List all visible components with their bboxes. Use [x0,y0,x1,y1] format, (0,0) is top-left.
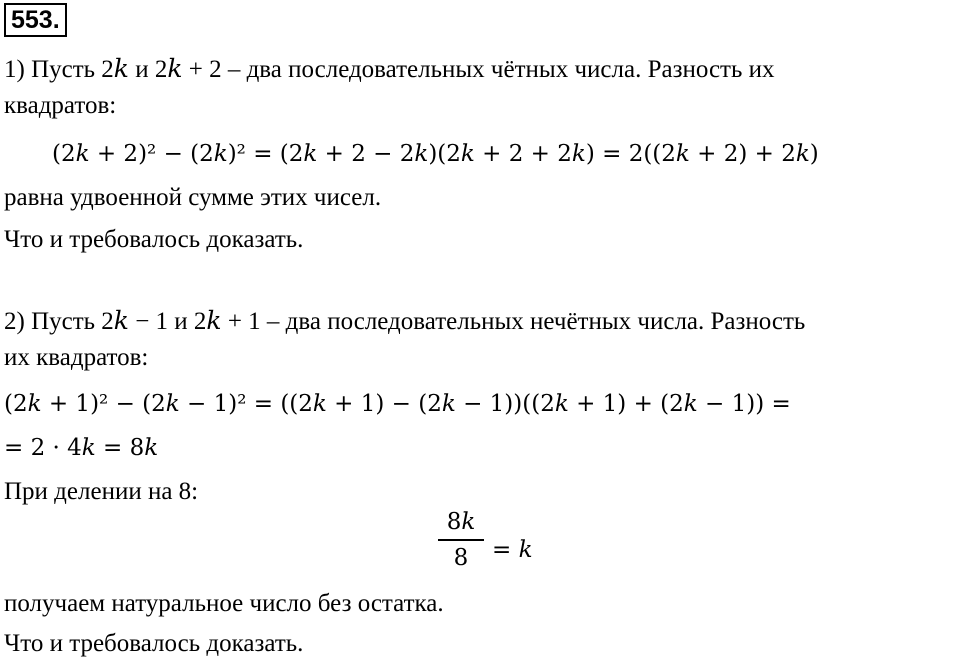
fraction-denominator: 8 [453,545,469,571]
fraction [438,507,484,573]
part2-statement-line1: 2) Пусть 2𝑘 − 1 и 2𝑘 + 1 – два последовательных нечётных числа. Разность [4,308,806,335]
part2-formula-line1: (2𝑘 + 1)² − (2𝑘 − 1)² = ((2𝑘 + 1) − (2𝑘 − 1))((2𝑘 + 1) + (2𝑘 − 1)) = [4,391,791,417]
part1-conclusion: Что и требовалось доказать. [4,226,304,253]
part1-formula: (2𝑘 + 2)² − (2𝑘)² = (2𝑘 + 2 − 2𝑘)(2𝑘 + 2 + 2𝑘) = 2((2𝑘 + 2) + 2𝑘) [52,141,819,167]
fraction-bar [438,539,484,541]
part1-statement-line2: квадратов: [4,92,117,119]
part2-statement-line4: получаем натуральное число без остатка. [4,590,444,617]
part2-formula-line2: = 2 · 4𝑘 = 8𝑘 [4,435,159,461]
fraction-result: = 𝑘 [492,537,533,563]
fraction-numerator: 8𝑘 [446,509,476,535]
part1-statement-line1: 1) Пусть 2𝑘 и 2𝑘 + 2 – два последовательных чётных числа. Разность их [4,56,775,83]
part2-conclusion: Что и требовалось доказать. [4,630,304,657]
part2-statement-line3: При делении на 8: [4,478,199,505]
part2-statement-line2: их квадратов: [4,344,149,371]
problem-number: 553. [4,3,67,37]
part1-statement-line3: равна удвоенной сумме этих чисел. [4,184,382,211]
